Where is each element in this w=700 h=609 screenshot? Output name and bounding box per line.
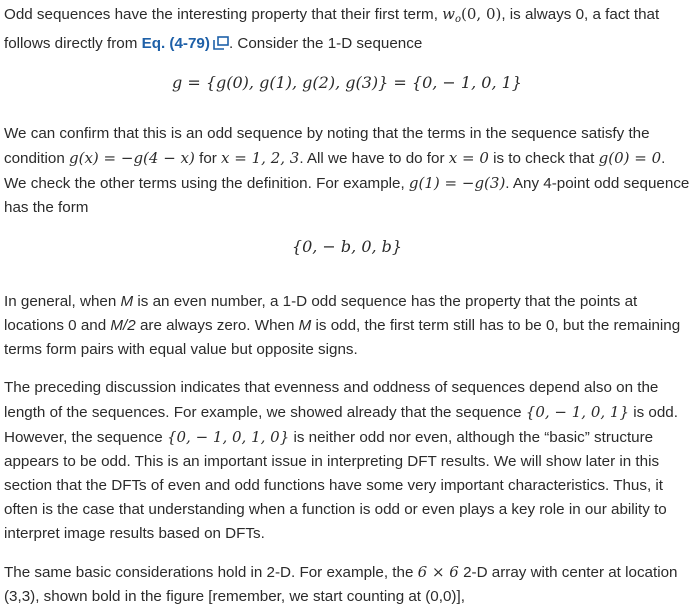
external-window-icon[interactable]	[213, 36, 229, 50]
math-inline: {0, − 1, 0, 1, 0}	[166, 428, 290, 446]
text: for	[194, 150, 222, 167]
text: In general, when	[4, 293, 121, 310]
text: 2-D array with center at location (3,3), shown bold in the figure [remember, we start counting at (0,0)],	[4, 564, 678, 605]
text: . We check the other terms using the definition. For example,	[4, 150, 666, 192]
text: is to check that	[488, 150, 599, 167]
math-inline: g(0) = 0	[598, 149, 662, 167]
math-inline: g(1) = −g(3)	[408, 174, 506, 192]
math-M: M	[120, 293, 134, 310]
text: The same basic considerations hold in 2-D. For example, the	[4, 564, 418, 581]
text: are always zero. When	[135, 317, 299, 334]
math-equation: {0, − b, 0, b}	[291, 237, 403, 256]
math-w-args: (0, 0)	[461, 5, 502, 23]
text: The preceding discussion indicates that evenness and oddness of sequences depend also on the length of the sequences. For example, we showed already that the sequence	[4, 379, 659, 421]
text: is an even number, a 1-D odd sequence has the property that the points at locations 0 and	[4, 293, 638, 334]
paragraph-sequence-length	[4, 376, 690, 546]
math-w-term	[442, 5, 501, 23]
text: Odd sequences have the interesting property that their first term,	[4, 6, 443, 23]
text: . Consider the 1-D sequence	[228, 35, 423, 52]
paragraph-2d-array	[4, 560, 690, 609]
text: is neither odd nor even, although the “basic” structure appears to be odd. This is an important issue in interpreting DFT results. We will show later in this section that the DFTs of even and odd functions have some very important characteristics. Thus, it often is the case that understanding when a function is odd or even plays a key role in our ability to interpret image results based on DFTs.	[4, 429, 667, 542]
paragraph-confirm-odd	[4, 122, 690, 220]
math-M-half: M/2	[110, 317, 136, 334]
text: , is always 0, a fact that follows directly from	[4, 6, 660, 52]
math-inline: g(x) = −g(4 − x)	[69, 149, 195, 167]
math-inline: x = 1, 2, 3	[221, 149, 300, 167]
equation-reference-link[interactable]	[142, 35, 229, 52]
math-inline: {0, − 1, 0, 1}	[525, 403, 629, 421]
equation-odd-form	[4, 235, 690, 259]
paragraph-even-odd-M	[4, 290, 690, 362]
math-inline: 6 × 6	[417, 563, 459, 581]
text: . Any 4-point odd sequence has the form	[4, 175, 690, 216]
text: We can confirm that this is an odd sequence by noting that the terms in the sequence satisfy the condition	[4, 125, 650, 167]
math-w: w	[442, 5, 455, 23]
math-M: M	[298, 317, 312, 334]
equation-reference-label[interactable]: Eq. (4-79)	[141, 35, 210, 52]
text: is odd, the first term still has to be 0, but the remaining terms form pairs with equal value but opposite signs.	[4, 317, 681, 358]
equation-sequence-g	[4, 71, 690, 95]
math-inline: x = 0	[448, 149, 489, 167]
text: is odd. However, the sequence	[4, 404, 678, 446]
math-equation: g = {g(0), g(1), g(2), g(3)} = {0, − 1, 0, 1}	[172, 73, 522, 92]
paragraph-odd-sequences-intro	[4, 2, 690, 56]
text: . All we have to do for	[299, 150, 449, 167]
math-w-subscript: o	[454, 14, 462, 25]
